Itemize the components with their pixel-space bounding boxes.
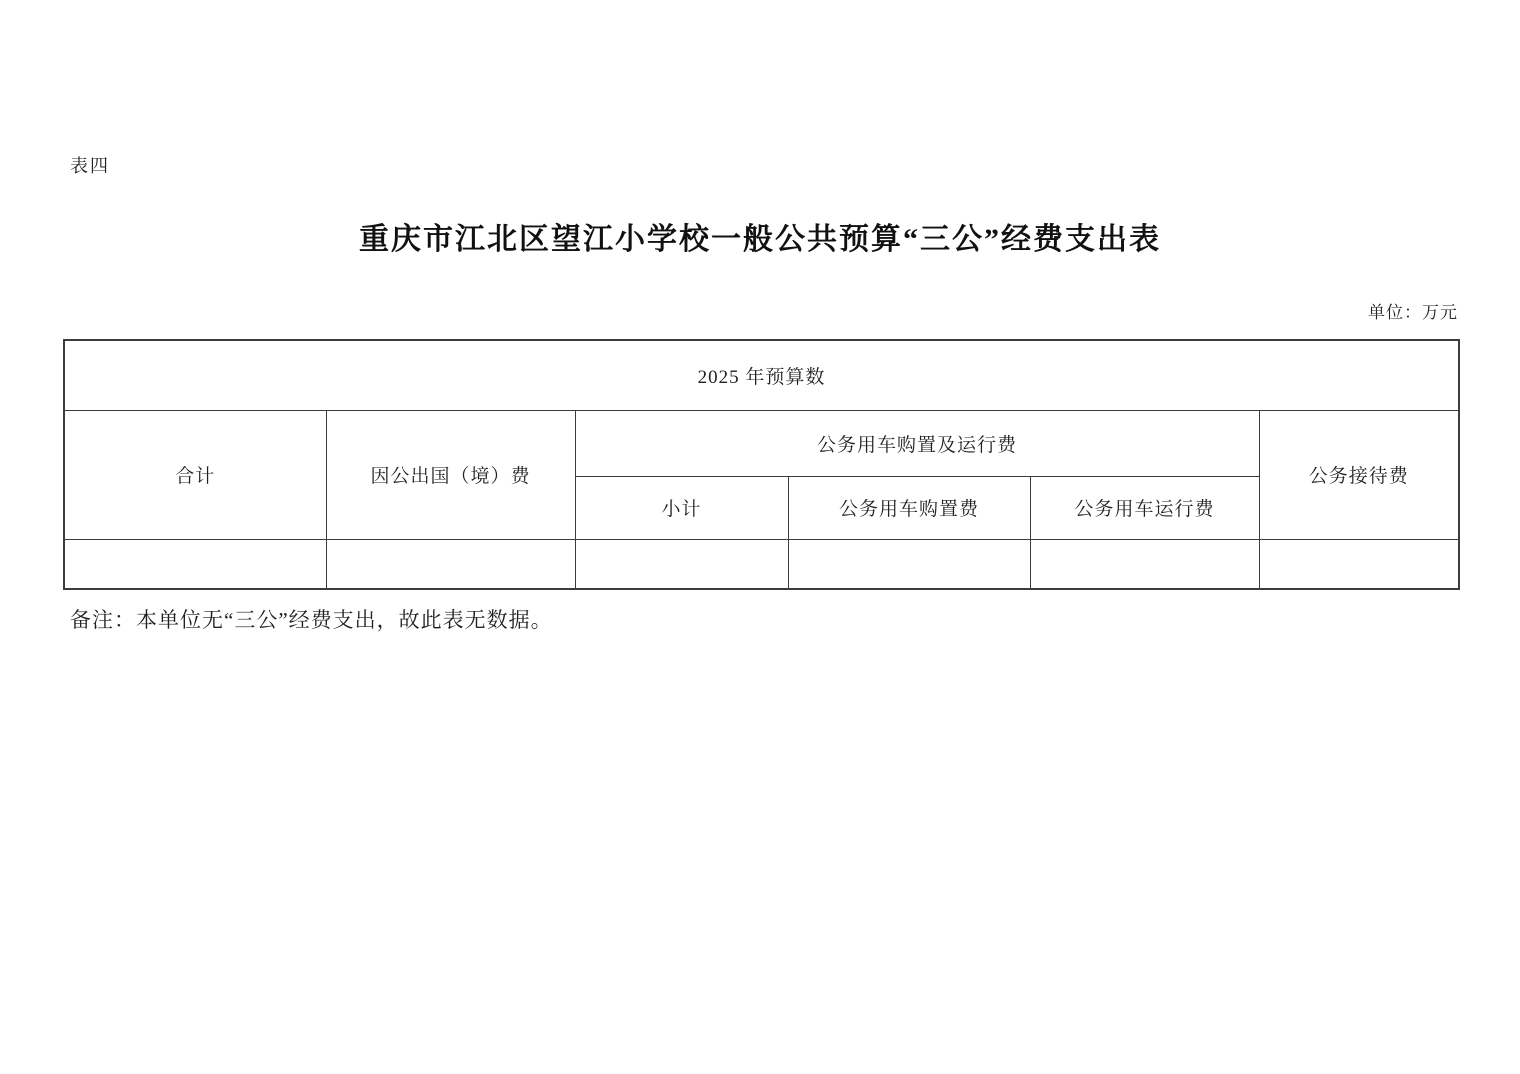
data-cell-vehicle-subtotal [575,539,788,589]
table-number-label: 表四 [70,156,110,176]
note: 备注：本单位无“三公”经费支出，故此表无数据。 [70,608,553,632]
budget-table [63,339,1460,590]
col-vehicle-operation-header: 公务用车运行费 [1030,476,1259,539]
col-vehicle-purchase-header: 公务用车购置费 [788,476,1030,539]
col-vehicle-subtotal-header: 小计 [575,476,788,539]
unit-label: 单位：万元 [1368,303,1458,322]
data-cell-reception [1259,539,1459,589]
data-cell-vehicle-operation [1030,539,1259,589]
col-reception-header: 公务接待费 [1259,410,1459,539]
data-cell-abroad [326,539,575,589]
year-header-cell: 2025 年预算数 [64,340,1459,410]
data-cell-total [64,539,326,589]
col-total-header: 合计 [64,410,326,539]
page-title: 重庆市江北区望江小学校一般公共预算“三公”经费支出表 [359,223,1161,256]
table-row-data [64,539,1459,589]
vehicle-group-header: 公务用车购置及运行费 [575,410,1259,476]
col-abroad-header: 因公出国（境）费 [326,410,575,539]
table-row-group-header [64,410,1459,476]
data-cell-vehicle-purchase [788,539,1030,589]
table-row-year [64,340,1459,410]
